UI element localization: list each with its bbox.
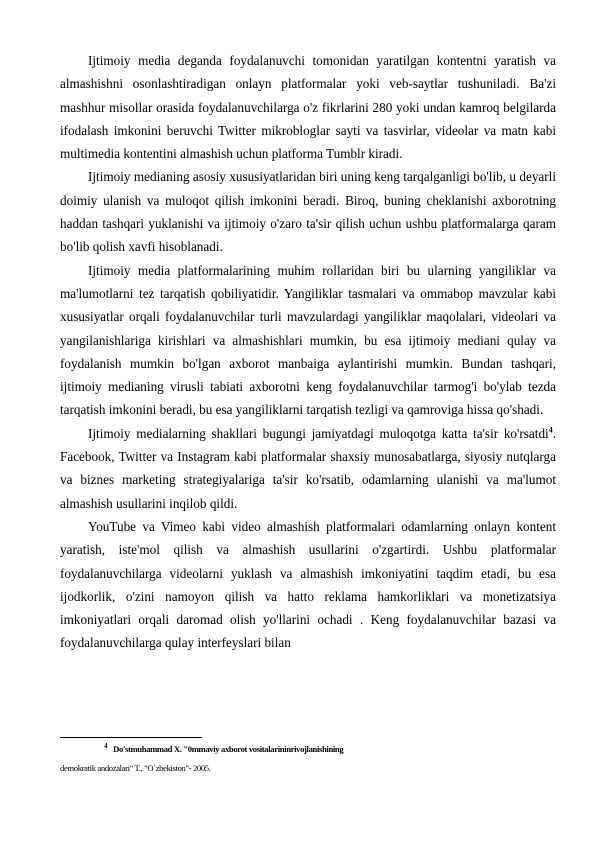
paragraph-4 (60, 422, 556, 515)
footnote-separator (60, 737, 202, 738)
footnote-reference[interactable]: 4 (548, 425, 553, 435)
footnote-text-1: Do'stmuhammad X. "0mmaviy axborot vositalarininrivojlanishining (113, 744, 344, 754)
footnote-line-2: demokratik andozalari" T., "O`zbekiston"- 2005. (60, 763, 211, 773)
paragraph-4-head: Ijtimoiy medialarning shakllari bugungi jamiyatdagi muloqotga katta ta'sir ko'rsatdi (88, 425, 549, 441)
paragraph-2: Ijtimoiy medianing asosiy xususiyatlaridan biri uning keng tarqalganligi bo'lib, u deyarli doimiy ulanish va muloqot qilish imkonini beradi. Biroq, buning cheklanishi axborotning haddan tashqari yuklanishi va ijtimoiy o'zaro ta'sir qilish uchun ushbu platformalarga qaram bo'lib qolish xavfi hisoblanadi. (60, 169, 556, 255)
footnote-marker: 4 (104, 742, 108, 751)
paragraph-3: Ijtimoiy media platformalarining muhim rollaridan biri bu ularning yangiliklar va ma'lumotlarni tez tarqatish qobiliyatidir. Yangiliklar tasmalari va ommabop mavzular kabi xususiyatlar orqali foydalanuvchilar turli mavzulardagi yangiliklar maqolalari, videolari va yangilanishlariga kirishlari va almashishlari mumkin, bu esa ijtimoiy mediani qulay va foydalanish mumkin bo'lgan axborot manbaiga aylantirishi mumkin. Bundan tashqari, ijtimoiy medianing virusli tabiati axborotni keng foydalanuvchilar tarmog'i bo'ylab tezda tarqatish imkonini beradi, bu esa yangiliklarni tarqatish tezligi va qamroviga hissa qo'shadi. (60, 262, 556, 418)
footnote-line-1 (60, 740, 556, 759)
footnote (60, 740, 556, 778)
paragraph-1: Ijtimoiy media deganda foydalanuvchi tomonidan yaratilgan kontentni yaratish va almashishni osonlashtiradigan onlayn platformalar yoki veb-saytlar tushuniladi. Ba'zi mashhur misollar orasida foydalanuvchilarga o'z fikrlarini 280 yoki undan kamroq belgilarda ifodalash imkonini beruvchi Twitter mikrobloglar sayti va tasvirlar, videolar va matn kabi multimedia kontentini almashish uchun platforma Tumblr kiradi. (60, 53, 556, 162)
paragraph-5: YouTube va Vimeo kabi video almashish platformalari odamlarning onlayn kontent yaratish, iste'mol qilish va almashish usullarini o'zgartirdi. Ushbu platformalar foydalanuvchilarga videolarni yuklash va almashish imkoniyatini taqdim etadi, bu esa ijodkorlik, o'zini namoyon qilish va hatto reklama hamkorliklari va monetizatsiya imkoniyatlari orqali daromad olish yo'llarini ochadi . Keng foydalanuvchilar bazasi va foydalanuvchilarga qulay interfeyslari bilan (60, 518, 556, 651)
paragraph-4-tail: . Facebook, Twitter va Instagram kabi platformalar shaxsiy munosabatlarga, siyosiy nutqlarga va biznes marketing strategiyalariga ta'sir ko'rsatib, odamlarning ulanishi va ma'lumot almashish usullarini inqilob qildi. (60, 425, 556, 511)
document-body (60, 49, 556, 655)
